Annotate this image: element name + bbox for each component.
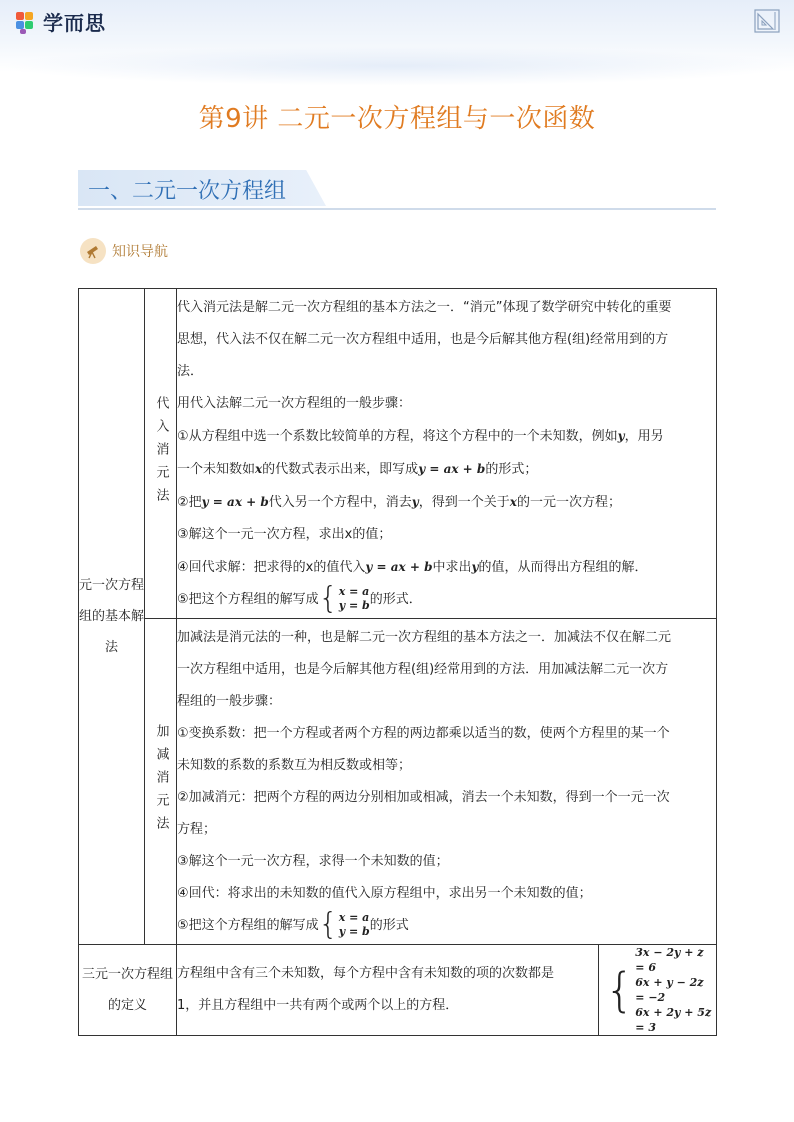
step-line: 一个未知数如x的代数式表示出来，即写成y = ax + b的形式； [177, 461, 538, 477]
sub-method-label: 代入消元法 [153, 396, 169, 511]
page-title: 第9讲 二元一次方程组与一次函数 [198, 104, 596, 134]
header-band [0, 0, 794, 72]
text-line: 法． [177, 363, 204, 379]
solution-system: { x = a y = b [318, 907, 370, 942]
brand-name: 学而思 [43, 11, 106, 35]
telescope-icon [80, 238, 106, 264]
category-label: 元一次方程组的基本解法 [79, 578, 145, 655]
category-cell [79, 289, 145, 945]
text-line: 代入消元法是解二元一次方程组的基本方法之一．“消元”体现了数学研究中转化的重要 [177, 299, 672, 315]
substitution-content [177, 289, 717, 619]
table-row [79, 945, 717, 1036]
knowledge-nav-label [80, 238, 168, 264]
section-heading: 一、二元一次方程组 [88, 179, 287, 204]
step-line: ③解这个一元一次方程，求出x的值； [177, 526, 392, 542]
sub-method-label: 加减消元法 [153, 724, 169, 839]
text-line: 思想，代入法不仅在解二元一次方程组中适用，也是今后解其他方程(组)经常用到的方 [177, 331, 669, 347]
sub-method-cell [145, 619, 177, 945]
elimination-content [177, 619, 717, 945]
knowledge-nav-text: 知识导航 [112, 244, 168, 260]
step-line: 未知数的系数的系数互为相反数或相等； [177, 757, 412, 773]
example-system: { 3x − 2y + z = 6 6x + y − 2z = −2 6x + 2y + 5z = 3 [605, 946, 712, 1034]
sub-method-cell [145, 289, 177, 619]
step-line: ④回代求解：把求得的x的值代入y = ax + b中求出y的值，从而得出方程组的解． [177, 559, 648, 575]
step-line: ③解这个一元一次方程，求得一个未知数的值； [177, 853, 449, 869]
text-line: 方程组中含有三个未知数，每个方程中含有未知数的项的次数都是 [177, 966, 555, 981]
step-line: ①变换系数：把一个方程或者两个方程的两边都乘以适当的数，使两个方程里的某一个 [177, 725, 670, 741]
text-line: 一次方程组中适用，也是今后解其他方程(组)经常用到的方法．用加减法解二元一次方 [177, 661, 669, 677]
brand-mark-icon [14, 9, 40, 35]
step-line: ④回代：将求出的未知数的值代入原方程组中，求出另一个未知数的值； [177, 885, 592, 901]
category-cell [79, 945, 177, 1036]
step-line: ①从方程组中选一个系数比较简单的方程，将这个方程中的一个未知数，例如y，用另 [177, 428, 664, 444]
solution-system: { x = a y = b [318, 581, 370, 616]
step-line: 方程； [177, 821, 217, 837]
text-line: 1，并且方程组中一共有两个或两个以上的方程． [177, 998, 459, 1013]
step-line: ②把y = ax + b代入另一个方程中，消去y，得到一个关于x的一元一次方程； [177, 494, 621, 510]
example-system-cell [599, 945, 717, 1036]
step-line: ⑤把这个方程组的解写成 { x = a y = b 的形式． [177, 581, 422, 616]
step-line: ⑤把这个方程组的解写成 { x = a y = b 的形式 [177, 907, 409, 942]
text-line: 用代入法解二元一次方程组的一般步骤： [177, 395, 412, 411]
section-header [78, 168, 716, 210]
definition-content [177, 945, 599, 1036]
step-line: ②加减消元：把两个方程的两边分别相加或相减，消去一个未知数，得到一个一元一次 [177, 789, 670, 805]
brand-logo[interactable] [14, 7, 106, 36]
ruler-triangle-icon [754, 8, 780, 34]
table-row [79, 289, 717, 619]
text-line: 加减法是消元法的一种，也是解二元一次方程组的基本方法之一．加减法不仅在解二元 [177, 629, 672, 645]
category-label: 三元一次方程组的定义 [81, 967, 173, 1013]
table-row [79, 619, 717, 945]
knowledge-table [78, 288, 717, 1036]
text-line: 程组的一般步骤： [177, 693, 282, 709]
